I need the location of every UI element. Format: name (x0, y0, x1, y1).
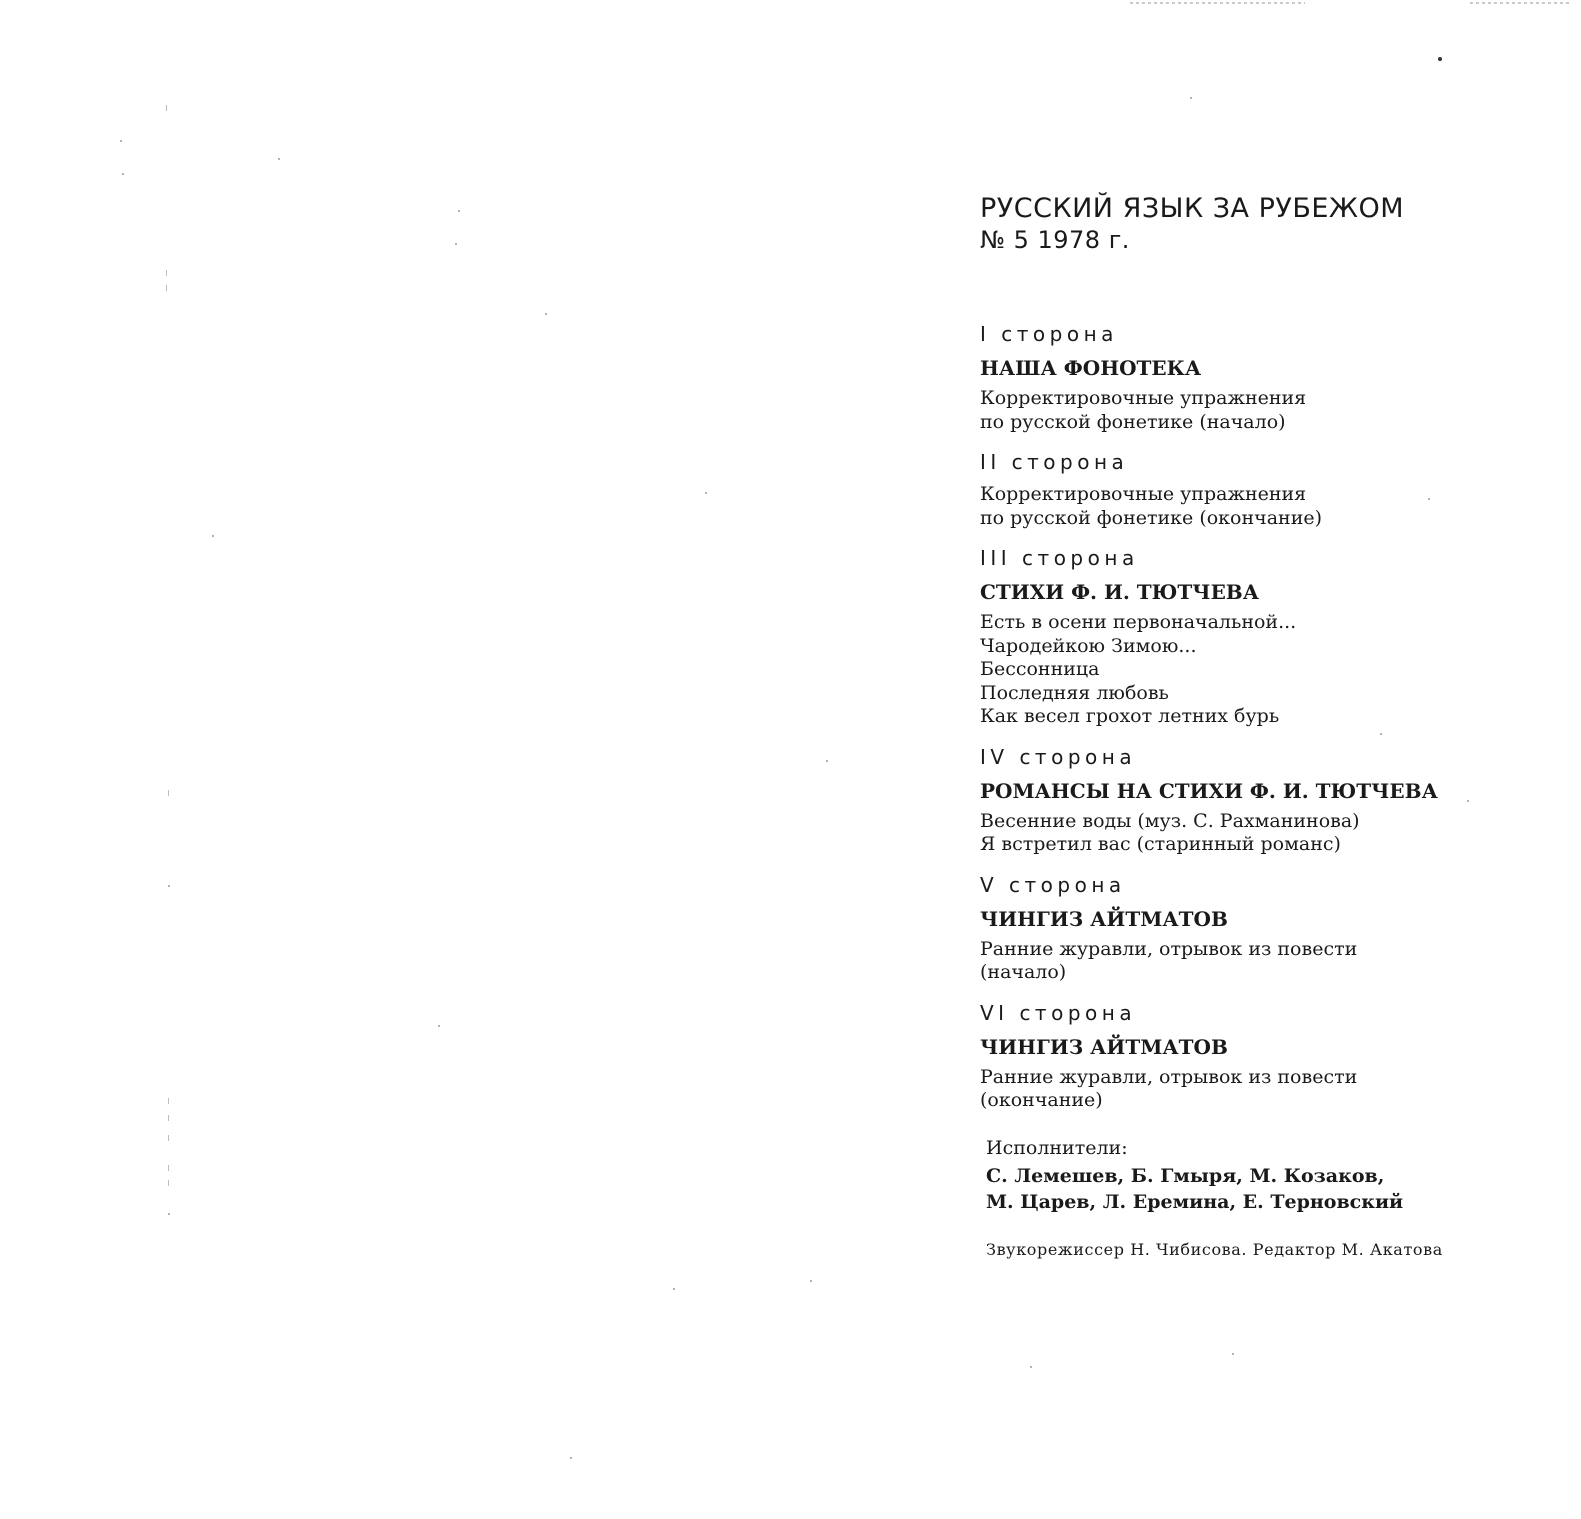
track-line: Есть в осени первоначальной... (980, 611, 1297, 633)
side-title: СТИХИ Ф. И. ТЮТЧЕВА (980, 580, 1260, 604)
track-line: Последняя любовь (980, 681, 1169, 704)
scan-speck (168, 1213, 170, 1215)
scan-speck (705, 492, 707, 494)
scan-speck (122, 173, 124, 175)
side-3 (980, 545, 1560, 729)
side-6 (980, 1000, 1560, 1113)
side-5 (980, 872, 1560, 985)
sides-list (980, 321, 1560, 1113)
side-label: II сторона (980, 450, 1129, 474)
track-line: Я встретил вас (старинный романс) (980, 833, 1341, 855)
scan-speck (166, 285, 167, 291)
track-line: Весенние воды (муз. С. Рахманинова) (980, 809, 1360, 832)
side-2 (980, 449, 1560, 530)
scan-speck (1030, 1366, 1032, 1368)
scan-speck (455, 243, 457, 245)
scan-speck (458, 210, 460, 212)
performers-label: Исполнители: (986, 1136, 1128, 1159)
side-title: НАША ФОНОТЕКА (980, 356, 1202, 380)
issue-number: № 5 1978 г. (980, 226, 1130, 254)
performers-names-line: С. Лемешев, Б. Гмыря, М. Козаков, (986, 1164, 1385, 1187)
scan-speck (1438, 57, 1442, 61)
scan-speck (168, 1165, 169, 1171)
track-line: Как весел грохот летних бурь (980, 705, 1280, 727)
track-line: по русской фонетике (окончание) (980, 506, 1323, 529)
scan-speck (168, 790, 169, 796)
performers-names-line: М. Царев, Л. Еремина, Е. Терновский (986, 1190, 1404, 1213)
scan-speck (166, 270, 167, 276)
track-line: Ранние журавли, отрывок из повести (980, 1065, 1358, 1088)
scan-speck (278, 158, 280, 160)
scan-speck (120, 140, 122, 142)
scan-speck (545, 313, 547, 315)
track-line: Корректировочные упражнения (980, 483, 1307, 505)
side-1 (980, 321, 1560, 434)
track-line: по русской фонетике (начало) (980, 410, 1286, 433)
track-line: Чародейкою Зимою... (980, 634, 1197, 657)
scan-speck (826, 760, 828, 762)
side-title: РОМАНСЫ НА СТИХИ Ф. И. ТЮТЧЕВА (980, 778, 1438, 803)
track-line: (начало) (980, 961, 1067, 983)
track-line: Ранние журавли, отрывок из повести (980, 937, 1358, 960)
side-label: IV сторона (980, 744, 1137, 769)
track-line: (окончание) (980, 1089, 1103, 1111)
scan-speck (168, 1098, 169, 1104)
scan-speck (212, 535, 214, 537)
side-label: V сторона (980, 872, 1126, 897)
track-line: Корректировочные упражнения (980, 387, 1307, 409)
production-credits: Звукорежиссер Н. Чибисова. Редактор М. Акатова (986, 1239, 1443, 1259)
scan-speck (1232, 1353, 1234, 1355)
record-contents (980, 192, 1560, 1261)
scan-speck (168, 1180, 169, 1186)
scan-speck (168, 1115, 169, 1121)
performers (980, 1135, 1560, 1215)
publication-title: РУССКИЙ ЯЗЫК ЗА РУБЕЖОМ (980, 193, 1405, 224)
side-label: VI сторона (980, 1000, 1137, 1025)
track-line: Бессонница (980, 658, 1100, 680)
side-label: III сторона (980, 546, 1139, 570)
scan-speck (168, 1135, 169, 1141)
scan-speck (1190, 97, 1192, 99)
scan-speck (673, 1288, 675, 1290)
scan-speck (570, 1457, 572, 1459)
side-title: ЧИНГИЗ АЙТМАТОВ (980, 1034, 1228, 1059)
scan-streak (1130, 2, 1305, 4)
scan-speck (168, 885, 170, 887)
side-label: I сторона (980, 322, 1118, 346)
scan-speck (810, 1280, 812, 1282)
side-4 (980, 744, 1560, 857)
scan-speck (166, 105, 167, 111)
scan-streak (1470, 2, 1570, 4)
header (980, 192, 1560, 255)
side-title: ЧИНГИЗ АЙТМАТОВ (980, 906, 1228, 931)
scan-speck (438, 1025, 440, 1027)
